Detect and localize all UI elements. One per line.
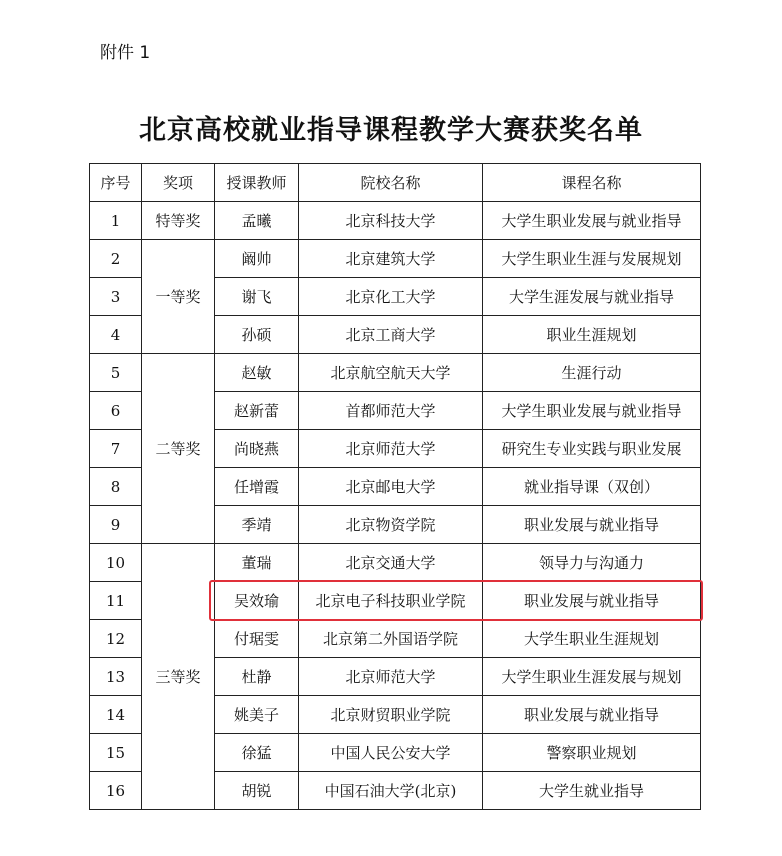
header-course: 课程名称 — [483, 164, 701, 202]
cell-teacher: 赵敏 — [215, 354, 299, 392]
cell-course: 职业发展与就业指导 — [483, 506, 701, 544]
cell-no: 13 — [90, 658, 142, 696]
cell-course: 职业生涯规划 — [483, 316, 701, 354]
cell-teacher: 胡锐 — [215, 772, 299, 810]
cell-teacher: 赵新蕾 — [215, 392, 299, 430]
cell-no: 3 — [90, 278, 142, 316]
cell-no: 15 — [90, 734, 142, 772]
cell-no: 12 — [90, 620, 142, 658]
cell-no: 10 — [90, 544, 142, 582]
cell-school: 北京航空航天大学 — [299, 354, 483, 392]
cell-teacher: 孙硕 — [215, 316, 299, 354]
table-row — [90, 202, 701, 240]
cell-teacher: 阚帅 — [215, 240, 299, 278]
cell-school: 北京工商大学 — [299, 316, 483, 354]
cell-school: 北京师范大学 — [299, 430, 483, 468]
cell-course: 大学生职业生涯规划 — [483, 620, 701, 658]
cell-school: 北京电子科技职业学院 — [299, 582, 483, 620]
cell-no: 11 — [90, 582, 142, 620]
table-row — [90, 354, 701, 392]
cell-teacher: 孟曦 — [215, 202, 299, 240]
cell-school: 北京物资学院 — [299, 506, 483, 544]
cell-course: 大学生职业发展与就业指导 — [483, 202, 701, 240]
cell-award: 二等奖 — [142, 354, 215, 544]
table-row — [90, 544, 701, 582]
cell-school: 北京邮电大学 — [299, 468, 483, 506]
cell-course: 职业发展与就业指导 — [483, 582, 701, 620]
cell-school: 中国石油大学(北京) — [299, 772, 483, 810]
header-school: 院校名称 — [299, 164, 483, 202]
attachment-label: 附件 1 — [100, 43, 151, 63]
cell-course: 职业发展与就业指导 — [483, 696, 701, 734]
cell-no: 14 — [90, 696, 142, 734]
cell-course: 大学生职业生涯与发展规划 — [483, 240, 701, 278]
cell-teacher: 付琚雯 — [215, 620, 299, 658]
table-row — [90, 240, 701, 278]
cell-no: 8 — [90, 468, 142, 506]
cell-course: 就业指导课（双创） — [483, 468, 701, 506]
cell-course: 警察职业规划 — [483, 734, 701, 772]
table-body — [90, 202, 701, 810]
document-title: 北京高校就业指导课程教学大赛获奖名单 — [139, 115, 643, 146]
cell-no: 4 — [90, 316, 142, 354]
table-header-row — [90, 164, 701, 202]
header-teacher: 授课教师 — [215, 164, 299, 202]
cell-teacher: 季靖 — [215, 506, 299, 544]
cell-school: 首都师范大学 — [299, 392, 483, 430]
cell-course: 大学生职业发展与就业指导 — [483, 392, 701, 430]
cell-award: 特等奖 — [142, 202, 215, 240]
cell-course: 大学生涯发展与就业指导 — [483, 278, 701, 316]
header-no: 序号 — [90, 164, 142, 202]
cell-teacher: 董瑞 — [215, 544, 299, 582]
cell-course: 大学生职业生涯发展与规划 — [483, 658, 701, 696]
cell-no: 5 — [90, 354, 142, 392]
award-table — [89, 163, 701, 810]
cell-teacher: 姚美子 — [215, 696, 299, 734]
cell-award: 一等奖 — [142, 240, 215, 354]
cell-teacher: 杜静 — [215, 658, 299, 696]
cell-course: 生涯行动 — [483, 354, 701, 392]
cell-course: 大学生就业指导 — [483, 772, 701, 810]
cell-school: 北京交通大学 — [299, 544, 483, 582]
cell-school: 中国人民公安大学 — [299, 734, 483, 772]
cell-teacher: 吴效瑜 — [215, 582, 299, 620]
cell-teacher: 尚晓燕 — [215, 430, 299, 468]
cell-award: 三等奖 — [142, 544, 215, 810]
cell-no: 2 — [90, 240, 142, 278]
header-award: 奖项 — [142, 164, 215, 202]
cell-school: 北京建筑大学 — [299, 240, 483, 278]
cell-teacher: 谢飞 — [215, 278, 299, 316]
cell-course: 研究生专业实践与职业发展 — [483, 430, 701, 468]
cell-teacher: 任增霞 — [215, 468, 299, 506]
cell-course: 领导力与沟通力 — [483, 544, 701, 582]
cell-school: 北京第二外国语学院 — [299, 620, 483, 658]
cell-no: 6 — [90, 392, 142, 430]
cell-school: 北京化工大学 — [299, 278, 483, 316]
cell-no: 16 — [90, 772, 142, 810]
cell-teacher: 徐猛 — [215, 734, 299, 772]
cell-school: 北京师范大学 — [299, 658, 483, 696]
cell-no: 1 — [90, 202, 142, 240]
cell-school: 北京财贸职业学院 — [299, 696, 483, 734]
cell-no: 7 — [90, 430, 142, 468]
cell-school: 北京科技大学 — [299, 202, 483, 240]
cell-no: 9 — [90, 506, 142, 544]
